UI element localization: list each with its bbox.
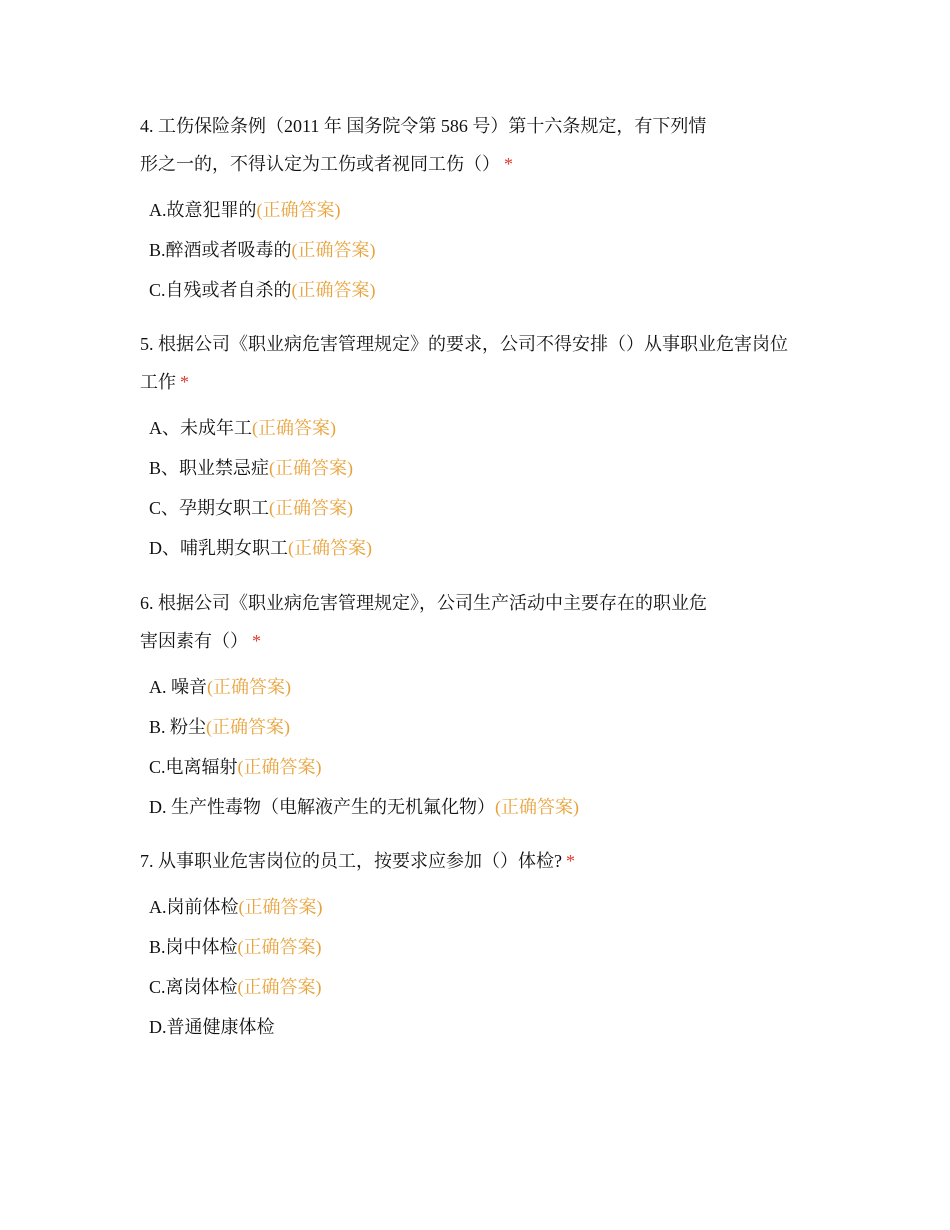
question-6-text-line-1: 6. 根据公司《职业病危害管理规定》，公司生产活动中主要存在的职业危 — [140, 593, 707, 613]
question-5-text-line-1: 5. 根据公司《职业病危害管理规定》的要求，公司不得安排（）从事职业危害岗位 — [140, 334, 788, 354]
option-label: C、孕期女职工 — [149, 498, 270, 518]
correct-answer-tag: (正确答案) — [206, 717, 291, 737]
option-label: D. 生产性毒物（电解液产生的无机氟化物） — [149, 797, 495, 817]
question-6-text-line-2: 害因素有（） * — [140, 631, 261, 651]
option-label: A.故意犯罪的 — [149, 200, 257, 220]
option-label: B、职业禁忌症 — [149, 458, 270, 478]
option-a[interactable] — [140, 667, 830, 707]
option-c[interactable] — [140, 270, 830, 310]
option-label: A、未成年工 — [149, 418, 252, 438]
correct-answer-tag: (正确答案) — [269, 498, 354, 518]
option-b[interactable] — [140, 927, 830, 967]
option-label: A. 噪音 — [149, 677, 207, 697]
option-a[interactable] — [140, 190, 830, 230]
option-d[interactable] — [140, 787, 830, 827]
option-label: A.岗前体检 — [149, 897, 239, 917]
correct-answer-tag: (正确答案) — [256, 200, 341, 220]
question-4-text-line-2: 形之一的，不得认定为工伤或者视同工伤（） * — [140, 154, 513, 174]
required-asterisk: * — [504, 154, 513, 174]
correct-answer-tag: (正确答案) — [288, 538, 372, 558]
question-5 — [140, 325, 830, 568]
correct-answer-tag: (正确答案) — [252, 418, 336, 438]
option-label: B. 粉尘 — [149, 717, 207, 737]
correct-answer-tag: (正确答案) — [237, 977, 322, 997]
option-label: D.普通健康体检 — [149, 1017, 275, 1037]
required-asterisk: * — [566, 851, 575, 871]
correct-answer-tag: (正确答案) — [238, 897, 323, 917]
required-asterisk: * — [252, 631, 261, 651]
question-7 — [140, 842, 830, 1047]
question-7-text-line-1: 7. 从事职业危害岗位的员工，按要求应参加（）体检? * — [140, 851, 575, 871]
correct-answer-tag: (正确答案) — [237, 757, 322, 777]
option-label: D、哺乳期女职工 — [149, 538, 288, 558]
option-label: C.自残或者自杀的 — [149, 280, 292, 300]
option-label: B.醉酒或者吸毒的 — [149, 240, 292, 260]
correct-answer-tag: (正确答案) — [291, 280, 376, 300]
question-4 — [140, 107, 830, 310]
option-b[interactable] — [140, 230, 830, 270]
question-4-options — [140, 190, 830, 310]
option-a[interactable] — [140, 887, 830, 927]
option-a[interactable] — [140, 408, 830, 448]
option-label: B.岗中体检 — [149, 937, 238, 957]
correct-answer-tag: (正确答案) — [495, 797, 579, 817]
correct-answer-tag: (正确答案) — [291, 240, 376, 260]
option-label: C.离岗体检 — [149, 977, 238, 997]
question-6 — [140, 584, 830, 827]
question-5-text-line-2: 工作 * — [140, 372, 189, 392]
option-c[interactable] — [140, 747, 830, 787]
question-4-text-line-1: 4. 工伤保险条例（2011 年 国务院令第 586 号）第十六条规定，有下列情 — [140, 116, 707, 136]
required-asterisk: * — [180, 372, 189, 392]
correct-answer-tag: (正确答案) — [207, 677, 291, 697]
option-c[interactable] — [140, 488, 830, 528]
option-d[interactable] — [140, 1007, 830, 1047]
correct-answer-tag: (正确答案) — [269, 458, 354, 478]
option-c[interactable] — [140, 967, 830, 1007]
option-b[interactable] — [140, 448, 830, 488]
option-d[interactable] — [140, 528, 830, 568]
correct-answer-tag: (正确答案) — [237, 937, 322, 957]
question-7-options — [140, 887, 830, 1047]
question-5-options — [140, 408, 830, 568]
option-label: C.电离辐射 — [149, 757, 238, 777]
option-b[interactable] — [140, 707, 830, 747]
question-6-options — [140, 667, 830, 827]
